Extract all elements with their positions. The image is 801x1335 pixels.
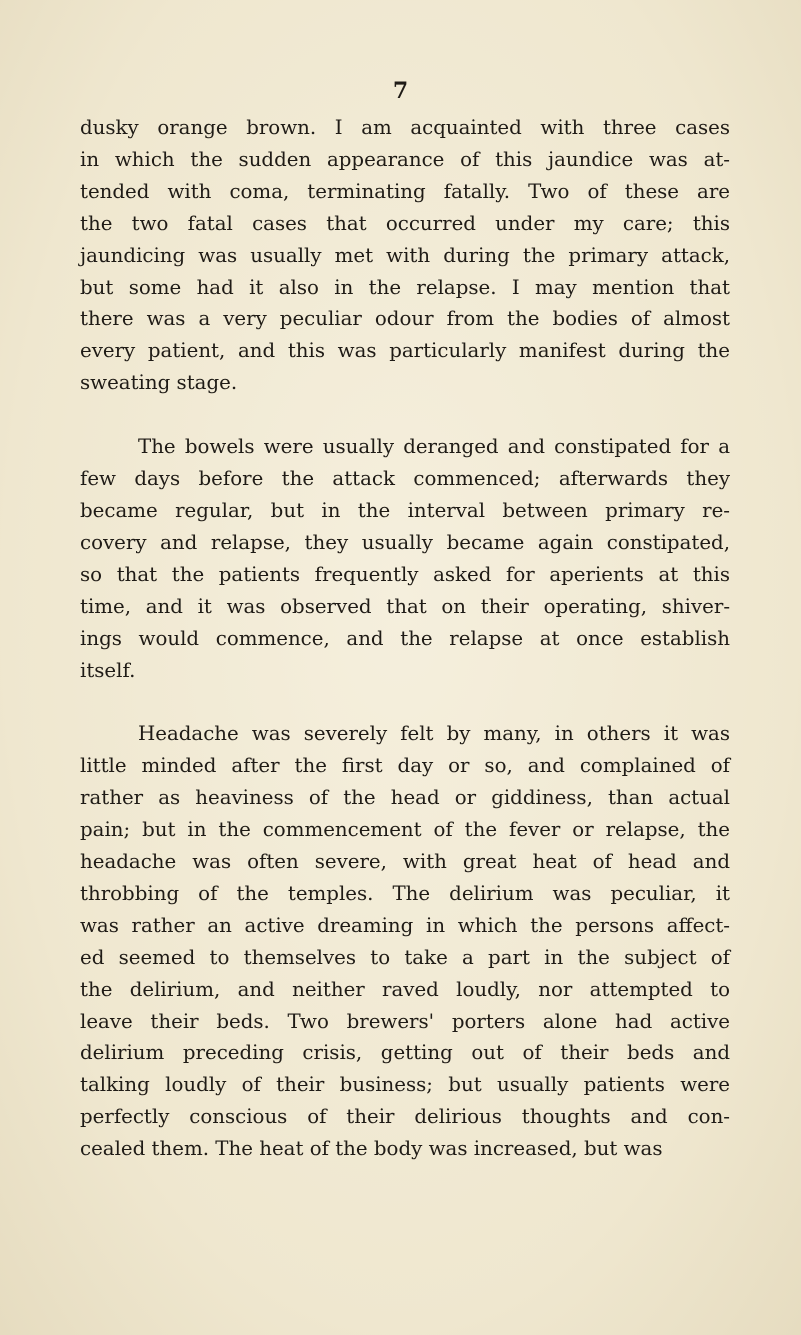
text-line: sweating stage.	[80, 371, 238, 395]
text-line: the two fatal cases that occurred under my care; this	[80, 211, 730, 235]
text-line: throbbing of the temples. The delirium was peculiar, it	[80, 881, 730, 905]
page-number: 7	[392, 78, 409, 104]
text-line: Headache was severely felt by many, in others it was	[138, 722, 730, 746]
text-line: ings would commence, and the relapse at once establish	[80, 626, 730, 650]
text-line: delirium preceding crisis, getting out of their beds and	[80, 1041, 730, 1065]
text-line: there was a very peculiar odour from the bodies of almost	[80, 307, 730, 331]
text-line: time, and it was observed that on their operating, shiver-	[80, 594, 730, 618]
text-line: jaundicing was usually met with during the primary attack,	[80, 243, 730, 267]
paragraph-2	[80, 431, 730, 686]
text-line: little minded after the first day or so, and complained of	[80, 754, 730, 778]
text-line: leave their beds. Two brewers' porters alone had active	[80, 1009, 730, 1033]
paragraph-3	[80, 718, 730, 1165]
text-line: tended with coma, terminating fatally. Two of these are	[80, 179, 730, 203]
text-line: The bowels were usually deranged and constipated for a	[138, 435, 730, 459]
text-line: few days before the attack commenced; afterwards they	[80, 467, 730, 491]
paragraph-1	[80, 112, 730, 399]
text-line: rather as heaviness of the head or giddiness, than actual	[80, 786, 730, 810]
text-line: was rather an active dreaming in which the persons affect-	[80, 913, 730, 937]
text-line: but some had it also in the relapse. I may mention that	[80, 275, 730, 299]
text-line: so that the patients frequently asked for aperients at this	[80, 562, 730, 586]
text-line: talking loudly of their business; but usually patients were	[80, 1073, 730, 1097]
text-line: covery and relapse, they usually became again constipated,	[80, 530, 730, 554]
text-line: cealed them. The heat of the body was increased, but was	[80, 1137, 663, 1161]
text-line: every patient, and this was particularly manifest during the	[80, 339, 730, 363]
text-line: itself.	[80, 658, 136, 682]
text-line: ed seemed to themselves to take a part in the subject of	[80, 945, 730, 969]
text-line: dusky orange brown. I am acquainted with three cases	[80, 116, 730, 139]
text-line: became regular, but in the interval between primary re-	[80, 498, 730, 522]
text-line: the delirium, and neither raved loudly, nor attempted to	[80, 977, 730, 1001]
text-line: headache was often severe, with great heat of head and	[80, 850, 730, 874]
text-line: in which the sudden appearance of this jaundice was at-	[80, 147, 730, 171]
text-line: perfectly conscious of their delirious thoughts and con-	[80, 1105, 730, 1129]
text-line: pain; but in the commencement of the fever or relapse, the	[80, 818, 730, 842]
body-text	[80, 112, 730, 1165]
